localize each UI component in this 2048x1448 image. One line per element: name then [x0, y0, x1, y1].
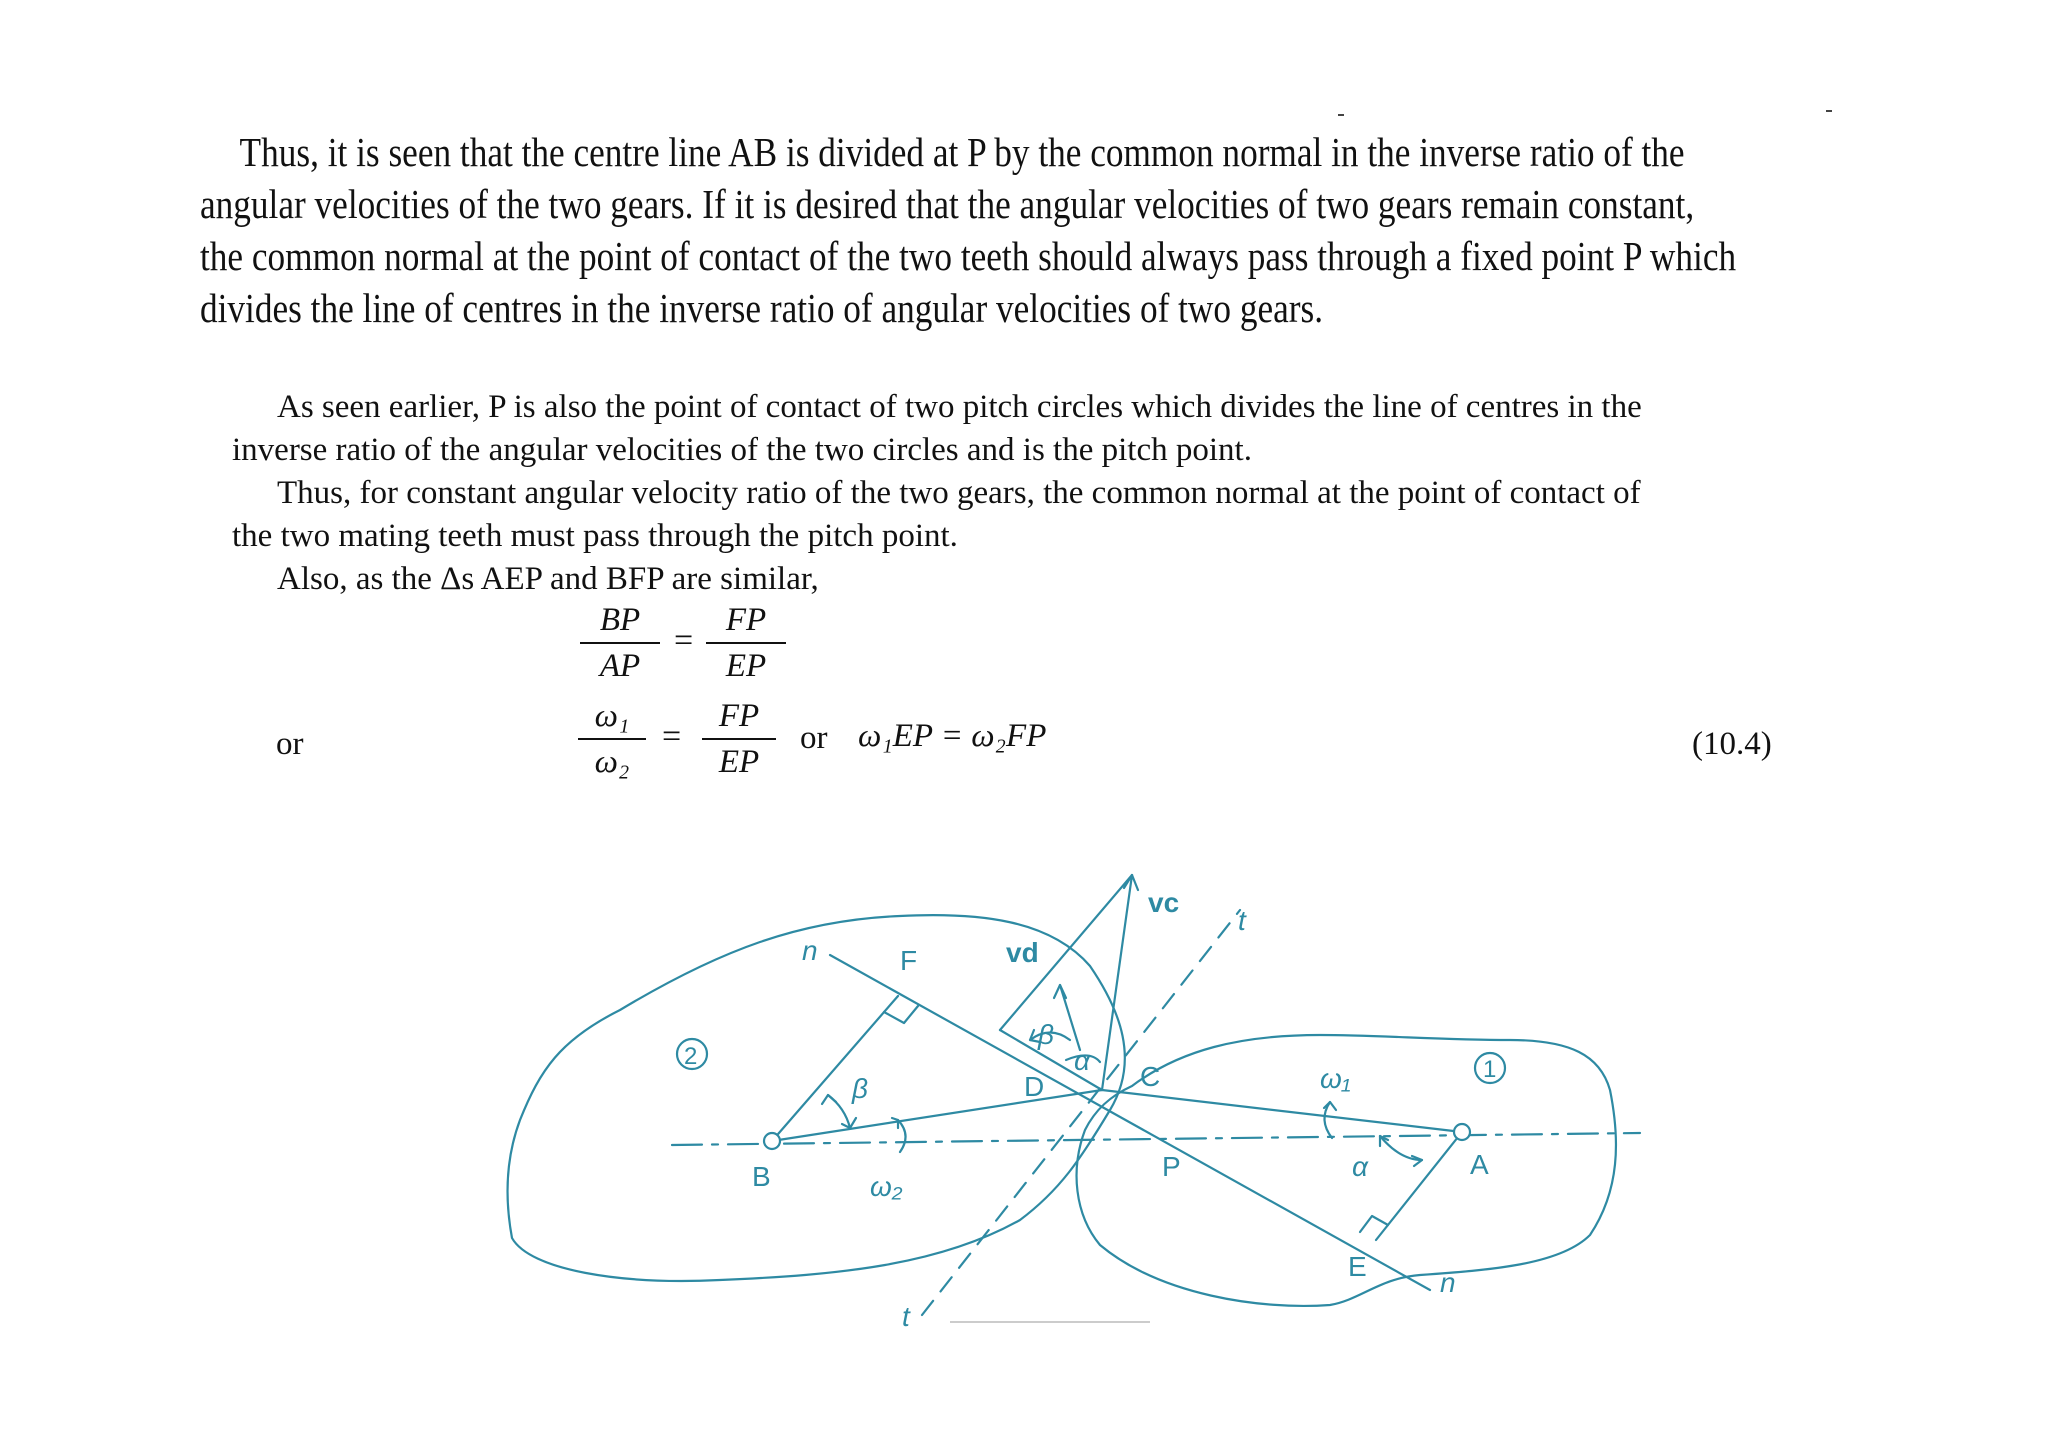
- label-alpha-lower: α: [1352, 1151, 1368, 1182]
- line-da: [1102, 1090, 1462, 1132]
- paragraph-2-line: the two mating teeth must pass through the pitch point.: [232, 518, 958, 554]
- numerator: BP: [599, 602, 641, 638]
- vc-line: [1102, 875, 1132, 1090]
- beta-arc-lower: [828, 1095, 850, 1128]
- common-tangent: [922, 910, 1240, 1315]
- label-omega1: ω₁: [1320, 1063, 1351, 1094]
- label-omega2: ω₂: [870, 1171, 903, 1202]
- paragraph-1-line: Thus, it is seen that the centre line AB is divided at P by the common normal in the inverse ratio of the: [239, 129, 1685, 175]
- omega2-arc: [898, 1120, 906, 1152]
- label-vc: vc: [1148, 887, 1180, 918]
- label-p: P: [1162, 1151, 1181, 1182]
- label-beta-lower: β: [852, 1073, 868, 1104]
- label-n-top: n: [802, 935, 818, 966]
- label-gear-2: 2: [684, 1043, 698, 1070]
- equation-result: ω₁EP = ω₂FP: [858, 718, 1047, 754]
- label-f: F: [900, 945, 918, 976]
- line-ae: [1376, 1132, 1462, 1240]
- denominator: AP: [599, 648, 641, 684]
- or-prefix: or: [276, 726, 304, 762]
- beta-arrow-lower: [822, 1095, 836, 1104]
- paragraph-1-line: angular velocities of the two gears. If it is desired that the angular velocities of two gears remain constant,: [200, 181, 1695, 227]
- label-t-bottom: t: [902, 1301, 910, 1332]
- numerator: FP: [718, 698, 760, 734]
- vd-arrowhead: [1054, 985, 1066, 998]
- label-a: A: [1470, 1149, 1489, 1180]
- label-b: B: [752, 1161, 771, 1192]
- alpha-arrow-lower-2: [1412, 1156, 1422, 1166]
- denominator: ω₂: [594, 744, 630, 780]
- or-connector: or: [800, 720, 828, 756]
- label-beta-upper: β: [1038, 1019, 1054, 1050]
- label-gear-1: 1: [1483, 1056, 1497, 1083]
- denominator: EP: [718, 744, 760, 780]
- label-vd: vd: [1006, 937, 1039, 968]
- centre-a: [1454, 1124, 1470, 1140]
- label-d: D: [1024, 1071, 1045, 1102]
- label-c: C: [1140, 1061, 1161, 1092]
- equals-sign: =: [662, 718, 682, 755]
- numerator: ω₁: [594, 698, 630, 734]
- paragraph-2-line: inverse ratio of the angular velocities of the two circles and is the pitch point.: [232, 432, 1252, 468]
- label-n-bottom: n: [1440, 1267, 1456, 1298]
- denominator: EP: [725, 648, 767, 684]
- line-bd: [772, 1090, 1102, 1141]
- line-bf: [772, 996, 898, 1141]
- numerator: FP: [725, 602, 767, 638]
- equals-sign: =: [674, 622, 694, 659]
- paragraph-2-line: As seen earlier, P is also the point of contact of two pitch circles which divides the line of centres in the: [277, 389, 1642, 425]
- equation-number: (10.4): [1692, 726, 1772, 762]
- label-t-top: t: [1238, 905, 1246, 936]
- label-e: E: [1348, 1251, 1367, 1282]
- label-alpha-upper: α: [1074, 1045, 1090, 1076]
- centre-b: [764, 1133, 780, 1149]
- common-normal: [830, 955, 1430, 1290]
- paragraph-1-line: divides the line of centres in the inverse ratio of angular velocities of two gears.: [200, 285, 1324, 331]
- paragraph-2-line: Also, as the Δs AEP and BFP are similar,: [277, 561, 819, 597]
- right-angle-f: [884, 1006, 918, 1023]
- paragraph-2-line: Thus, for constant angular velocity ratio of the two gears, the common normal at the point of contact of: [277, 475, 1641, 511]
- paragraph-1-line: the common normal at the point of contact of the two teeth should always pass through a fixed point P which: [200, 233, 1737, 279]
